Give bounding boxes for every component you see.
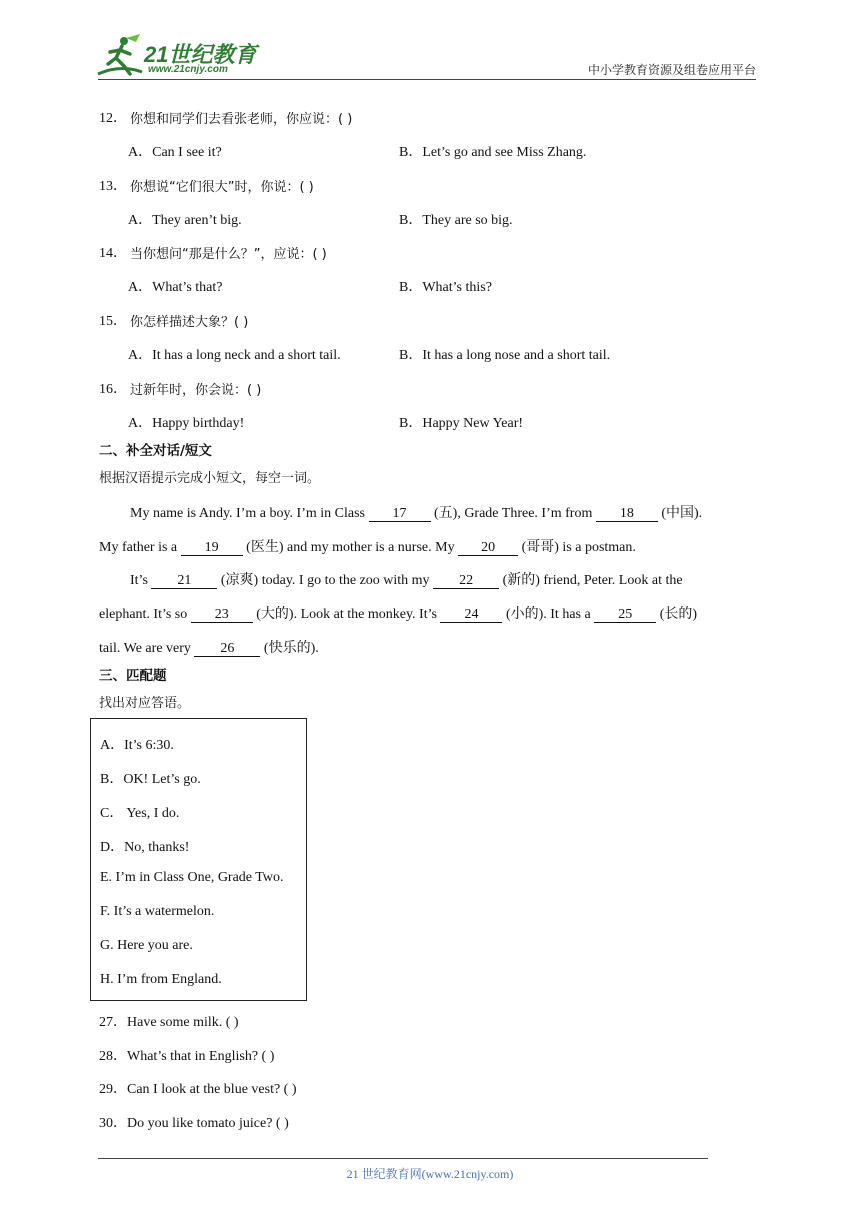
blank-21: 21	[151, 573, 217, 589]
blank-18: 18	[596, 506, 658, 522]
running-figure-icon	[96, 34, 144, 78]
question-number: 12．	[99, 111, 127, 126]
footer-link[interactable]: 21 世纪教育网(www.21cnjy.com)	[346, 1167, 514, 1181]
question-number: 15．	[99, 314, 127, 329]
answer-option: A．It’s 6:30.	[100, 738, 174, 753]
question-number: 14．	[99, 246, 127, 261]
option-a: A．It has a long neck and a short tail.	[128, 348, 341, 363]
question-stem: 过新年时，你会说：( )	[130, 383, 262, 398]
logo-text: 21世纪教育	[144, 42, 257, 67]
question-stem: 当你想问“那是什么？”，应说：( )	[130, 247, 327, 262]
passage-line-1: My name is Andy. I’m a boy. I’m in Class 17 (五), Grade Three. I’m from 18 (中国).	[130, 506, 703, 521]
option-b: B．Happy New Year!	[399, 416, 524, 431]
section-2-title: 二、补全对话/短文	[99, 443, 212, 459]
option-b: B．What’s this?	[399, 280, 492, 295]
answer-option: G. Here you are.	[100, 938, 193, 953]
option-a: A．They aren’t big.	[128, 213, 242, 228]
blank-24: 24	[440, 607, 502, 623]
section-2-instruction: 根据汉语提示完成小短文，每空一词。	[99, 471, 321, 486]
match-item-30: 30．Do you like tomato juice? ( )	[99, 1116, 289, 1131]
answer-option: E. I’m in Class One, Grade Two.	[100, 870, 284, 885]
match-item-29: 29．Can I look at the blue vest? ( )	[99, 1082, 297, 1097]
blank-19: 19	[181, 540, 243, 556]
passage-line-3: It’s 21 (凉爽) today. I go to the zoo with my 22 (新的) friend, Peter. Look at the	[130, 573, 683, 588]
question-stem: 你想和同学们去看张老师，你应说：( )	[130, 112, 353, 127]
header-divider	[98, 79, 756, 80]
answer-option: D．No, thanks!	[100, 840, 190, 855]
option-a: A．Can I see it?	[128, 145, 222, 160]
option-b: B．It has a long nose and a short tail.	[399, 348, 611, 363]
option-a: A．What’s that?	[128, 280, 223, 295]
question-stem: 你怎样描述大象？( )	[130, 315, 249, 330]
blank-20: 20	[458, 540, 518, 556]
passage-line-4: elephant. It’s so 23 (大的). Look at the monkey. It’s 24 (小的). It has a 25 (长的)	[99, 607, 698, 622]
passage-line-2: My father is a 19 (医生) and my mother is a nurse. My 20 (哥哥) is a postman.	[99, 540, 636, 555]
answer-options-box	[90, 718, 307, 1001]
match-item-28: 28．What’s that in English? ( )	[99, 1049, 275, 1064]
answer-option: C． Yes, I do.	[100, 806, 180, 821]
section-3-instruction: 找出对应答语。	[99, 696, 191, 711]
blank-25: 25	[594, 607, 656, 623]
option-a: A．Happy birthday!	[128, 416, 245, 431]
question-stem: 你想说“它们很大”时，你说：( )	[130, 180, 314, 195]
site-logo	[96, 34, 266, 80]
option-b: B．Let’s go and see Miss Zhang.	[399, 145, 587, 160]
logo-url: www.21cnjy.com	[148, 64, 228, 75]
answer-option: F. It’s a watermelon.	[100, 904, 215, 919]
header-platform-text: 中小学教育资源及组卷应用平台	[587, 63, 756, 77]
blank-26: 26	[194, 641, 260, 657]
blank-23: 23	[191, 607, 253, 623]
blank-17: 17	[369, 506, 431, 522]
answer-option: B．OK! Let’s go.	[100, 772, 201, 787]
answer-option: H. I’m from England.	[100, 972, 222, 987]
blank-22: 22	[433, 573, 499, 589]
option-b: B．They are so big.	[399, 213, 513, 228]
match-item-27: 27．Have some milk. ( )	[99, 1015, 239, 1030]
section-3-title: 三、匹配题	[99, 668, 167, 684]
footer-divider	[98, 1158, 708, 1159]
question-number: 13．	[99, 179, 127, 194]
passage-line-5: tail. We are very 26 (快乐的).	[99, 641, 319, 656]
question-number: 16．	[99, 382, 127, 397]
